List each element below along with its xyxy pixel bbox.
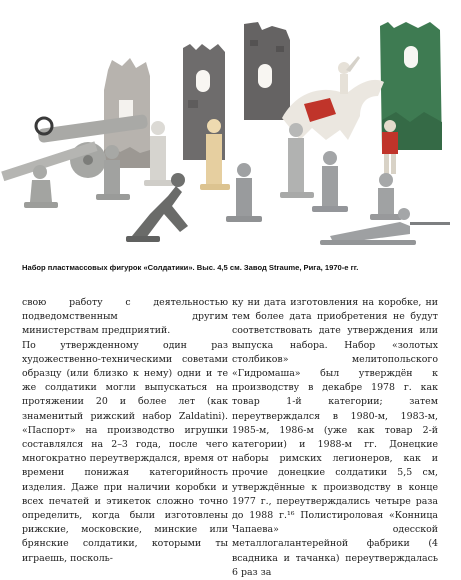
standing-figure-5 xyxy=(370,173,402,220)
paragraph: По утвержденному один раз художественно-техническими советами образцу (или близко к нему) одни и те же солдатики могли выпускаться на протяжении 20 и более лет (как знаменитый рижский набор Zaldatini). «Паспорт» на производство игрушки составлялся на 2–3 года, после чего многократно переутверждался, время от времени понижая категорийность изделия. Даже при наличии коробки и всех печатей и этикеток сложно точно определить, когда были изготовлены рижские, московские, минские или брянские солдатики, которыми ты играешь, посколь- xyxy=(22,339,228,564)
paragraph: свою работу с деятельностью подведомственным другим министерствам предприятий. xyxy=(22,297,228,337)
red-shirt-figure xyxy=(382,120,398,174)
text-column-right xyxy=(232,296,438,580)
standing-figure-4 xyxy=(312,151,348,212)
standing-figure-3 xyxy=(280,123,314,198)
dark-tower-right xyxy=(244,22,290,120)
text-column-left xyxy=(22,296,228,566)
toy-soldiers-photo xyxy=(0,0,461,258)
paragraph: ку ни дата изготовления на коробке, ни тем более дата приобретения не будут соответствовать дате утверждения или выпуска набора. Набор «золотых столбиков» мелитопольского «Гидромаша» был утверждён к производству в декабре 1978 г. как товар 1-й категории; затем переутверждался в 1980-м, 1983-м, 1985-м, 1986-м (уже как товар 2-й категории) и 1988-м гг. Донецкие наборы римских легионеров, как и прочие донецкие солдатики 5,5 см, утверждённые к производству в конце 1977 г., переутверждались четыре раза до 1988 г.¹⁶ Полистироловая «Конница Чапаева» одесской металлогалантерейной фабрики (4 всадника и тачанка) переутверждалась 6 раз за xyxy=(232,297,438,578)
photo-caption: Набор пластмассовых фигурок «Солдатики». Выс. 4,5 см. Завод Straume, Рига, 1970-е гг. xyxy=(22,263,359,272)
standing-figure-2 xyxy=(226,163,262,222)
